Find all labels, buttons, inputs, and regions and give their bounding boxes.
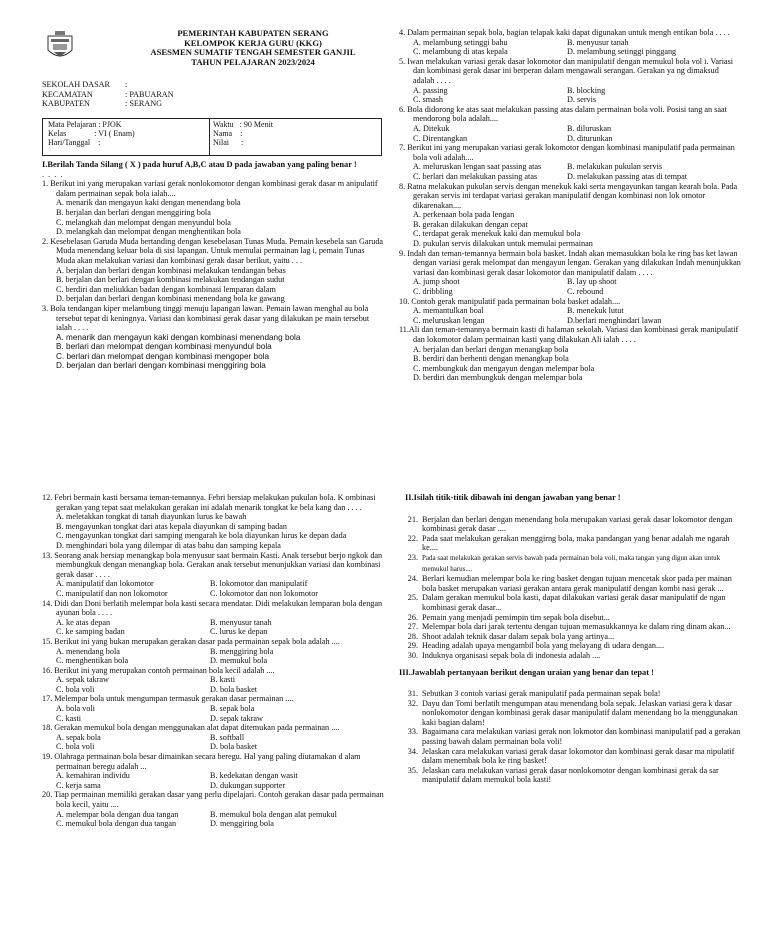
header-line-1: PEMERINTAH KABUPATEN SERANG bbox=[177, 28, 329, 38]
option-a: A. sepak bola bbox=[56, 732, 101, 742]
info-value: : PABUARAN bbox=[125, 89, 174, 99]
info-value: : SERANG bbox=[125, 99, 163, 109]
subject-field: Mata Pelajaran : PJOK bbox=[48, 120, 122, 129]
time-field: Waktu : 90 Menit bbox=[213, 120, 274, 129]
school-info bbox=[42, 80, 174, 109]
question-text: 16. Berikut ini yang merupakan contoh permainan bola kecil adalah .... bbox=[42, 665, 275, 675]
option-c: C. kasti bbox=[56, 713, 82, 723]
option-c: C. berlari dan melakukan passing atas bbox=[413, 171, 538, 181]
option-d: D. sepak takraw bbox=[210, 713, 263, 723]
option-c: C. berlari dan melompat dengan kombinasi mengoper bola bbox=[56, 351, 269, 361]
item-text: Bagaimana cara melakukan variasi gerak non lokmotor dan kombinasi manipulatif pad a gerakan passing bawah dalam permainan bola voli! bbox=[422, 727, 741, 747]
option-d: D. menghindari bola yang dilempar di atas bahu dan samping kepala bbox=[56, 540, 281, 550]
option-d: C. lokomotor dan non lokomotor bbox=[210, 588, 319, 598]
option-a: A. melambung setinggi bahu bbox=[413, 37, 508, 47]
fill-in-item bbox=[399, 534, 743, 553]
option-b: B. lokomotor dan manipulatif bbox=[210, 579, 308, 589]
item-number: 28. bbox=[407, 631, 418, 641]
question-12 bbox=[42, 493, 384, 551]
item-text: Dayu dan Tomi berlatih mengumpan atau menendang bola sepak. Jelaskan variasi gera k dasar nonlokomotor dengan kombinasi gerak dasar manipulatif dalam menendang bo la menggunakan kaki bagian dalam! bbox=[422, 698, 738, 727]
option-a: A. manipulatif dan lokomotor bbox=[56, 579, 154, 589]
fill-in-item bbox=[399, 632, 743, 642]
question-19 bbox=[42, 752, 384, 790]
item-number: 33. bbox=[407, 727, 418, 737]
option-a: A. memantulkan boal bbox=[413, 306, 484, 316]
fill-in-item bbox=[399, 651, 743, 661]
option-a: A. menarik dan mengayun kaki dengan menendang bola bbox=[56, 198, 241, 208]
info-label: KABUPATEN bbox=[42, 99, 90, 109]
item-text: Berlari kemudian melempar bola ke ring basket dengan tujuan mencetak skor pada per mainan bola basket merupakan variasi gerakan antara gerak manipulatif dengan kombi nasi gerak ... bbox=[422, 574, 732, 593]
question-text: 20. Tiap permainan memiliki gerakan dasar yang perlu dipelajari. Contoh gerakan dasar pada permainan bola kecil, yaitu .... bbox=[42, 790, 384, 809]
info-label: SEKOLAH DASAR bbox=[42, 80, 111, 89]
option-a: A. ke atas depan bbox=[56, 617, 111, 627]
item-text: Induknya organisasi sepak bola di indonesia adalah .... bbox=[422, 650, 601, 660]
header-line-4: TAHUN PELAJARAN 2023/2024 bbox=[191, 57, 315, 68]
header-line-3: ASESMEN SUMATIF TENGAH SEMESTER GANJIL bbox=[150, 47, 356, 58]
option-b: B. memukul bola dengan alat pemukul bbox=[210, 809, 337, 819]
question-text: 1. Berikut ini yang merupakan variasi gerak nonlokomotor dengan kombinasi gerak dasar m anipulatif dalam permainan sepak bola ialah.... bbox=[42, 179, 378, 198]
item-number: 32. bbox=[407, 698, 418, 708]
question-8 bbox=[399, 182, 741, 249]
fill-in-item bbox=[399, 613, 743, 623]
fill-in-item bbox=[399, 622, 743, 632]
item-number: 27. bbox=[407, 622, 418, 632]
item-number: 30. bbox=[407, 650, 418, 660]
option-d: D. menggiring bola bbox=[210, 819, 274, 829]
option-b: B. menekuk lutut bbox=[567, 306, 624, 316]
question-text: 19. Olahraga permainan bola besar dimainkan secara beregu. Hal yang paling diutamakan d alam permainan beregu adalah ... bbox=[42, 752, 361, 771]
question-text: 14. Didi dan Doni berlatih melempar bola kasti secara mendatar. Didi melakukan lemparan bola dengan ayunan bola . . . . bbox=[42, 598, 383, 618]
option-a: A. kemahiran individu bbox=[56, 771, 130, 781]
option-c: C. Direntangkan bbox=[413, 133, 468, 143]
question-3 bbox=[42, 304, 384, 371]
option-b: B. softball bbox=[210, 732, 245, 742]
option-a: A. perkenaan bola pada lengan bbox=[413, 210, 515, 220]
question-14 bbox=[42, 599, 384, 637]
question-5 bbox=[399, 57, 741, 105]
option-a: A. meletakkan tongkat di tanah diayunkan lurus ke bawah bbox=[56, 512, 247, 522]
option-d: D. memukul bola bbox=[210, 656, 268, 666]
essay-item bbox=[399, 727, 743, 746]
option-a: A. berjalan dan berlari dengan menangkap bola bbox=[413, 344, 569, 354]
item-text: Shoot adalah teknik dasar dalam sepak bola yang artinya... bbox=[422, 631, 615, 641]
option-a: A. jump shoot bbox=[413, 277, 460, 287]
option-d: D. berjalan dan berlari dengan kombinasi menendang bola ke gawang bbox=[56, 294, 285, 304]
option-d: D. bola basket bbox=[210, 684, 258, 694]
option-c: C. memukul bola dengan dua tangan bbox=[56, 819, 177, 829]
document-header bbox=[128, 29, 378, 68]
question-17 bbox=[42, 694, 384, 723]
regency-emblem-logo bbox=[46, 30, 74, 62]
option-c: C. melambung di atas kepala bbox=[413, 47, 508, 57]
question-text: 10. Contoh gerak manipulatif pada permainan bola basket adalah.... bbox=[399, 296, 621, 306]
option-b: B. berlari dan melompat dengan kombinasi menyundul bola bbox=[56, 342, 272, 352]
question-text: 13. Seorang anak bersiap menangkap bola menyusur saat bermain Kasti. Anak tersebut berjo ngkok dan membungkuk dengan menangkap bola. Gerakan anak tersebut menunjukkan variasi dan kombinasi gerak dasar . . . . bbox=[42, 550, 383, 579]
exam-identity-box bbox=[42, 118, 382, 156]
option-d: D. bola basket bbox=[210, 742, 258, 752]
item-text: Sebutkan 3 contoh variasi gerak manipulatif pada permainan sepak bola! bbox=[422, 689, 661, 699]
option-d: D. diturunkan bbox=[567, 133, 613, 143]
option-c: C. bola voli bbox=[56, 742, 95, 752]
option-c: C. kerja sama bbox=[56, 780, 101, 790]
essay-item bbox=[399, 689, 743, 699]
option-d: D. melakukan passing atas di tempat bbox=[567, 171, 688, 181]
class-field: Kelas : VI ( Enam) bbox=[48, 129, 135, 138]
option-c: C. mengayunkan tongkat dari samping mengarah ke bola diayunkan lurus ke depan dada bbox=[56, 531, 347, 541]
item-text: Melempar bola dari jarak tertentu dengan tujuan memasukkannya ke dalam ring dinam akan... bbox=[422, 622, 731, 632]
fill-in-item bbox=[399, 574, 743, 593]
question-text: 6. Bola didorong ke atas saat melakukan passing atas dalam permainan bola voli. Posisi tang an saat mendorong bola adalah.... bbox=[399, 104, 727, 124]
question-11 bbox=[399, 325, 741, 383]
item-number: 22. bbox=[407, 533, 418, 543]
option-a: A. berjalan dan berlari dengan kombinasi melakukan tendangan bebas bbox=[56, 265, 286, 275]
info-value: : bbox=[125, 80, 128, 89]
item-number: 21. bbox=[407, 514, 418, 524]
question-15 bbox=[42, 637, 384, 666]
option-b: B. berjalan dan berlari dengan menggiring bola bbox=[56, 207, 211, 217]
question-text: 5. Iwan melakukan variasi gerak dasar lokomotor dan manipulatif dengan memukul bola vol i. Variasi dan kombinasi gerak dasar ini berperan dalam mengawali serangan. Gerakan ya ng dimaksud adalah . . . . bbox=[399, 56, 734, 85]
item-text: Pada saat melakukan gerakan servis bawah pada permainan bola voli, maka tangan yang digun akan untuk memukul harus.... bbox=[422, 553, 721, 573]
option-a: A. menarik dan mengayun kaki dengan kombinasi menendang bola bbox=[56, 332, 301, 342]
score-field: Nilai : bbox=[213, 138, 244, 147]
question-7 bbox=[399, 143, 741, 181]
item-number: 24. bbox=[407, 574, 418, 584]
essay-item bbox=[399, 766, 743, 785]
option-b: B. sepak bola bbox=[210, 704, 255, 714]
question-13 bbox=[42, 551, 384, 599]
option-b: B. diluruskan bbox=[567, 123, 612, 133]
section-3-title: III.Jawablah pertanyaan berikut dengan uraian yang benar dan tepat ! bbox=[399, 667, 654, 677]
question-4 bbox=[399, 28, 741, 57]
question-6 bbox=[399, 105, 741, 143]
name-field: Nama : bbox=[213, 129, 243, 138]
option-d: D. servis bbox=[567, 95, 597, 105]
question-10 bbox=[399, 297, 741, 326]
option-d: D.berlari menghindari lawan bbox=[567, 315, 662, 325]
option-c: C. smash bbox=[413, 95, 444, 105]
item-number: 35. bbox=[407, 765, 418, 775]
option-b: B. lay up shoot bbox=[567, 277, 617, 287]
option-c: C. membungkuk dan mengayun dengan melempar bola bbox=[413, 363, 595, 373]
option-a: A. bola voli bbox=[56, 704, 95, 714]
option-b: B. kasti bbox=[210, 675, 236, 685]
question-text: 12. Febri bermain kasti bersama teman-temannya. Febri bersiap melakukan pukulan bola. K ombinasi gerakan yang tepat saat melakukan gerakan ini adalah menarik tongkat ke bela kang dan . . . . bbox=[42, 493, 376, 512]
item-text: Pada saat melakukan gerakan menggirng bola, maka pandangan yang benar adalah me ngarah ke.... bbox=[422, 533, 730, 553]
item-number: 34. bbox=[407, 746, 418, 756]
item-number: 31. bbox=[407, 689, 418, 699]
item-text: Dalam gerakan memukul bola kasti, dapat dilakukan variasi gerak dasar manipulatif de ngan kombinasi gerak dasar... bbox=[422, 593, 726, 612]
item-text: Heading adalah upaya mengambil bola yang melayang di udara dengan.... bbox=[422, 641, 665, 651]
option-c: C. meluruskan lengan bbox=[413, 315, 485, 325]
option-c: C. melangkah dan melompat dengan menyundul bola bbox=[56, 217, 231, 227]
section-1-dots: . . . . bbox=[42, 169, 64, 179]
question-9 bbox=[399, 249, 741, 297]
info-label: KECAMATAN bbox=[42, 89, 93, 99]
option-b: B. mengayunkan tongkat dari atas kepala diayunkan di samping badan bbox=[56, 521, 288, 531]
left-bottom-column bbox=[42, 493, 384, 829]
option-d: D. melangkah dan melompat dengan menghentikan bola bbox=[56, 227, 241, 237]
question-20 bbox=[42, 790, 384, 828]
question-18 bbox=[42, 723, 384, 752]
option-a: A. passing bbox=[413, 85, 448, 95]
option-b: B. menyusur tanah bbox=[210, 617, 272, 627]
item-number: 23. bbox=[407, 552, 418, 562]
question-text: 8. Ratna melakukan pukulan servis dengan menekuk kaki serta mengayunkan tangan kearah bola. Pada gerakan servis ini terdapat variasi gerakan manipulatif dengan kombinasi non lok omotor dikarenakan.... bbox=[399, 181, 738, 210]
option-c: C. bola voli bbox=[56, 684, 95, 694]
item-number: 29. bbox=[407, 641, 418, 651]
item-text: Jelaskan cara melakukan variasi gerak dasar nonlokomotor dengan kombinasi gerak da sar manipulatif dalam memukul bola kasti! bbox=[422, 765, 719, 785]
option-d: C. rebound bbox=[567, 287, 604, 297]
option-b: B. menggiring bola bbox=[210, 646, 274, 656]
question-2 bbox=[42, 237, 384, 304]
option-a: A. menendang bola bbox=[56, 646, 120, 656]
option-b: B. berjalan dan berlari dengan kombinasi melakukan tendangan sudut bbox=[56, 275, 285, 285]
option-b: B. kedekatan dengan wasit bbox=[210, 771, 298, 781]
date-field: Hari/Tanggal : bbox=[48, 138, 101, 147]
option-c: C. terdapat gerak menekuk kaki dan memukul bola bbox=[413, 229, 581, 239]
right-top-column bbox=[399, 28, 741, 383]
item-text: Jelaskan cara melakukan variasi gerak dasar lokomotor dan kombinasi gerak dasar ma nipulatif dalam menembak bola ke ring basket! bbox=[422, 746, 735, 766]
fill-in-item bbox=[399, 641, 743, 651]
option-c: C. manipulatif dan non lokomotor bbox=[56, 588, 168, 598]
option-b: B. gerakan dilakukan dengan cepat bbox=[413, 219, 528, 229]
option-d: D. berdiri dan membungkuk dengan melempar bola bbox=[413, 373, 583, 383]
item-number: 25. bbox=[407, 593, 418, 603]
question-text: 3. Bola tendangan kiper melambung tinggi menuju lapangan lawan. Pemain lawan menghal au bola tersebut tepat di keningnya. Variasi dan kombinasi gerak dasar yang dilakukan pe main tersebut ialah . . . . bbox=[42, 303, 370, 333]
option-b: B. berdiri dan berhenti dengan menangkap bola bbox=[413, 354, 569, 364]
option-d: D. pukulan servis dilakukan untuk memulai permainan bbox=[413, 239, 593, 249]
question-text: 9. Indah dan teman-temannya bermain bola basket. Indah akan memasukkan bola ke ring bas ket lawan dengan variasi gerak melompat dan mengayun lengan. Gerakan yang dilakukan Indah menunjukkan variasi dan kombinasi gerak dasar lokomotor dan manipulatif dalam . . . . bbox=[399, 248, 741, 277]
question-16 bbox=[42, 666, 384, 695]
item-number: 26. bbox=[407, 612, 418, 622]
option-d: D. berjalan dan berlari dengan kombinasi menggiring bola bbox=[56, 361, 266, 371]
option-d: D. dukungan supporter bbox=[210, 780, 286, 790]
option-a: A. Ditekuk bbox=[413, 123, 450, 133]
fill-in-item bbox=[399, 593, 743, 612]
right-bottom-column bbox=[399, 493, 743, 785]
question-text: 2. Kesebelasan Garuda Muda bertanding dengan kesebelasan Tunas Muda. Pemain kesebela san Garuda Muda menendang keluar bola di sisi lapangan. Untuk memulai permainan lag i, pemain Tunas Muda akan melakukan variasi dan kombinasi gerak dasar berikut, yaitu . . . bbox=[42, 236, 384, 265]
fill-in-item bbox=[399, 553, 743, 574]
option-a: A. meluruskan lengan saat passing atas bbox=[413, 162, 542, 172]
option-b: B. menyusur tanah bbox=[567, 37, 629, 47]
essay-item bbox=[399, 747, 743, 766]
option-b: B. blocking bbox=[567, 85, 606, 95]
option-d: D. melambung setinggi pinggang bbox=[567, 47, 677, 57]
option-c: C. dribbling bbox=[413, 287, 453, 297]
essay-list bbox=[399, 689, 743, 785]
option-c: C. berdiri dan meliukkan badan dengan kombinasi lemparan dalam bbox=[56, 284, 276, 294]
question-text: 11.Ali dan teman-temannya bermain kasti di halaman sekolah. Variasi dan kombinasi gerak manipulatif dan lokomotor dalam permainan kasti yang dilakukan Ali ialah . . . . bbox=[399, 325, 739, 344]
question-text: 7. Berikut ini yang merupakan variasi gerak lokomotor dengan kombinasi manipulatif pada permainan bola voli adalah.... bbox=[399, 143, 735, 162]
option-a: A. melempar bola dengan dua tangan bbox=[56, 809, 179, 819]
section-1-title: I.Berilah Tanda Silang ( X ) pada huruf A,B,C atau D pada jawaban yang paling benar ! bbox=[42, 160, 357, 169]
question-text: 18. Gerakan memukul bola dengan menggunakan alat dapat ditemukan pada permainan .... bbox=[42, 723, 340, 733]
fill-in-item bbox=[399, 515, 743, 534]
header-line-2: KELOMPOK KERJA GURU (KKG) bbox=[184, 37, 322, 48]
option-c: C. ke samping badan bbox=[56, 627, 125, 637]
option-d: C. lurus ke depan bbox=[210, 627, 268, 637]
fill-in-list bbox=[399, 515, 743, 661]
option-c: C. menghentikan bola bbox=[56, 656, 129, 666]
option-a: A. sepak takraw bbox=[56, 675, 109, 685]
question-text: 17. Melempar bola untuk mengumpan termasuk gerakan dasar permainan .... bbox=[42, 694, 294, 704]
essay-item bbox=[399, 699, 743, 728]
item-text: Berjalan dan berlari dengan menendang bola merupakan variasi gerak dasar lokomotor dengan kombinasi gerak dasar .... bbox=[422, 514, 733, 534]
question-text: 4. Dalam permainan sepak bola, bagian telapak kaki dapat digunakan untuk mengh entikan bola . . . . bbox=[399, 28, 730, 37]
question-text: 15. Berikut ini yang bukan merupakan gerakan dasar pada permainan sepak bola adalah .... bbox=[42, 636, 340, 646]
question-1 bbox=[42, 179, 384, 237]
section-2-title: II.Isilah titik-titik dibawah ini dengan jawaban yang benar ! bbox=[405, 493, 621, 502]
item-text: Pemain yang menjadi pemimpin tim sepak bola disebut... bbox=[422, 612, 610, 622]
left-top-column bbox=[42, 160, 384, 371]
option-b: B. melakukan pukulan servis bbox=[567, 162, 663, 172]
